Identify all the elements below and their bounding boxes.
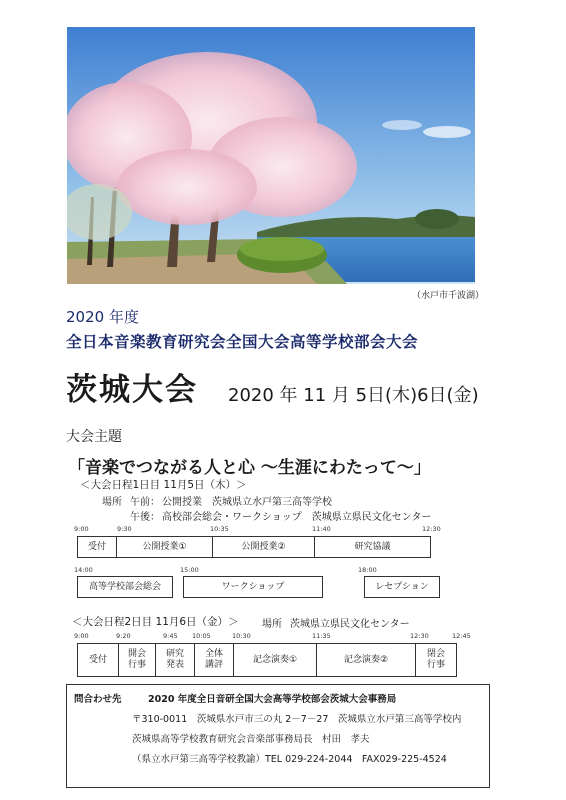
time-tick: 10:35 — [210, 525, 229, 533]
schedule-cell-closing: 閉会行事 — [415, 643, 457, 677]
schedule-cell-concert-1: 記念演奏① — [233, 643, 317, 677]
time-tick: 10:05 — [192, 632, 211, 640]
theme-label: 大会主題 — [66, 429, 122, 445]
time-tick: 9:00 — [74, 632, 89, 640]
time-tick: 18:00 — [358, 566, 377, 574]
schedule-cell-open-class-1: 公開授業① — [116, 536, 213, 558]
day2-heading: ＜大会日程2日目 11月6日（金）＞ — [72, 616, 239, 628]
time-tick: 12:45 — [452, 632, 471, 640]
theme-text: 「音楽でつながる人と心 ～生涯にわたって～」 — [68, 458, 431, 478]
contact-phone: （県立水戸第三高等学校教諭）TEL 029-224-2044 FAX029-225-4524 — [132, 754, 447, 765]
day1-heading: ＜大会日程1日目 11月5日（木）＞ — [80, 479, 247, 491]
time-tick: 12:30 — [410, 632, 429, 640]
schedule-cell-opening: 開会行事 — [118, 643, 156, 677]
cherry-blossom-lake-image — [67, 27, 475, 284]
contact-person: 茨城県高等学校教育研究会音楽部事務局長 村田 孝夫 — [132, 734, 370, 745]
time-tick: 12:30 — [422, 525, 441, 533]
schedule-cell-reception: 受付 — [77, 536, 117, 558]
schedule-cell-open-class-2: 公開授業② — [212, 536, 315, 558]
day2-venue-label: 場所 — [262, 619, 282, 630]
time-tick: 11:35 — [312, 632, 331, 640]
day1-am-text: 公開授業 茨城県立水戸第三高等学校 — [162, 497, 332, 508]
day1-venue-label: 場所 — [102, 497, 122, 508]
time-tick: 14:00 — [74, 566, 93, 574]
time-tick: 9:00 — [74, 525, 89, 533]
schedule-cell-general-meeting: 高等学校部会総会 — [77, 576, 173, 598]
schedule-cell-review: 全体講評 — [194, 643, 234, 677]
schedule-cell-research: 研究協議 — [314, 536, 431, 558]
contact-label: 問合わせ先 — [74, 694, 122, 705]
time-tick: 10:30 — [232, 632, 251, 640]
day2-venue: 茨城県立県民文化センター — [290, 619, 410, 630]
cover-photo — [67, 27, 475, 284]
schedule-cell-presentation: 研究発表 — [155, 643, 195, 677]
time-tick: 11:40 — [312, 525, 331, 533]
conference-name: 全日本音楽教育研究会全国大会高等学校部会大会 — [66, 333, 419, 351]
time-tick: 9:20 — [116, 632, 131, 640]
convention-date: 2020 年 11 月 5日(木)6日(金) — [228, 385, 479, 406]
day1-am-label: 午前： — [130, 497, 160, 508]
contact-address: 〒310-0011 茨城県水戸市三の丸 2－7－27 茨城県立水戸第三高等学校内 — [132, 714, 462, 725]
schedule-cell-reception-party: レセプション — [364, 576, 440, 598]
contact-office: 2020 年度全日音研全国大会高等学校部会茨城大会事務局 — [148, 694, 397, 705]
day1-pm-text: 高校部会総会・ワークショップ 茨城県立県民文化センター — [162, 512, 432, 523]
schedule-cell-concert-2: 記念演奏② — [316, 643, 416, 677]
time-tick: 9:45 — [163, 632, 178, 640]
time-tick: 15:00 — [180, 566, 199, 574]
day1-pm-label: 午後： — [130, 512, 160, 523]
photo-caption: （水戸市千波湖） — [412, 291, 485, 301]
schedule-cell-reception: 受付 — [77, 643, 119, 677]
schedule-cell-workshop: ワークショップ — [183, 576, 323, 598]
time-tick: 9:30 — [117, 525, 132, 533]
event-year: 2020 年度 — [66, 308, 139, 326]
convention-title: 茨城大会 — [66, 372, 198, 408]
